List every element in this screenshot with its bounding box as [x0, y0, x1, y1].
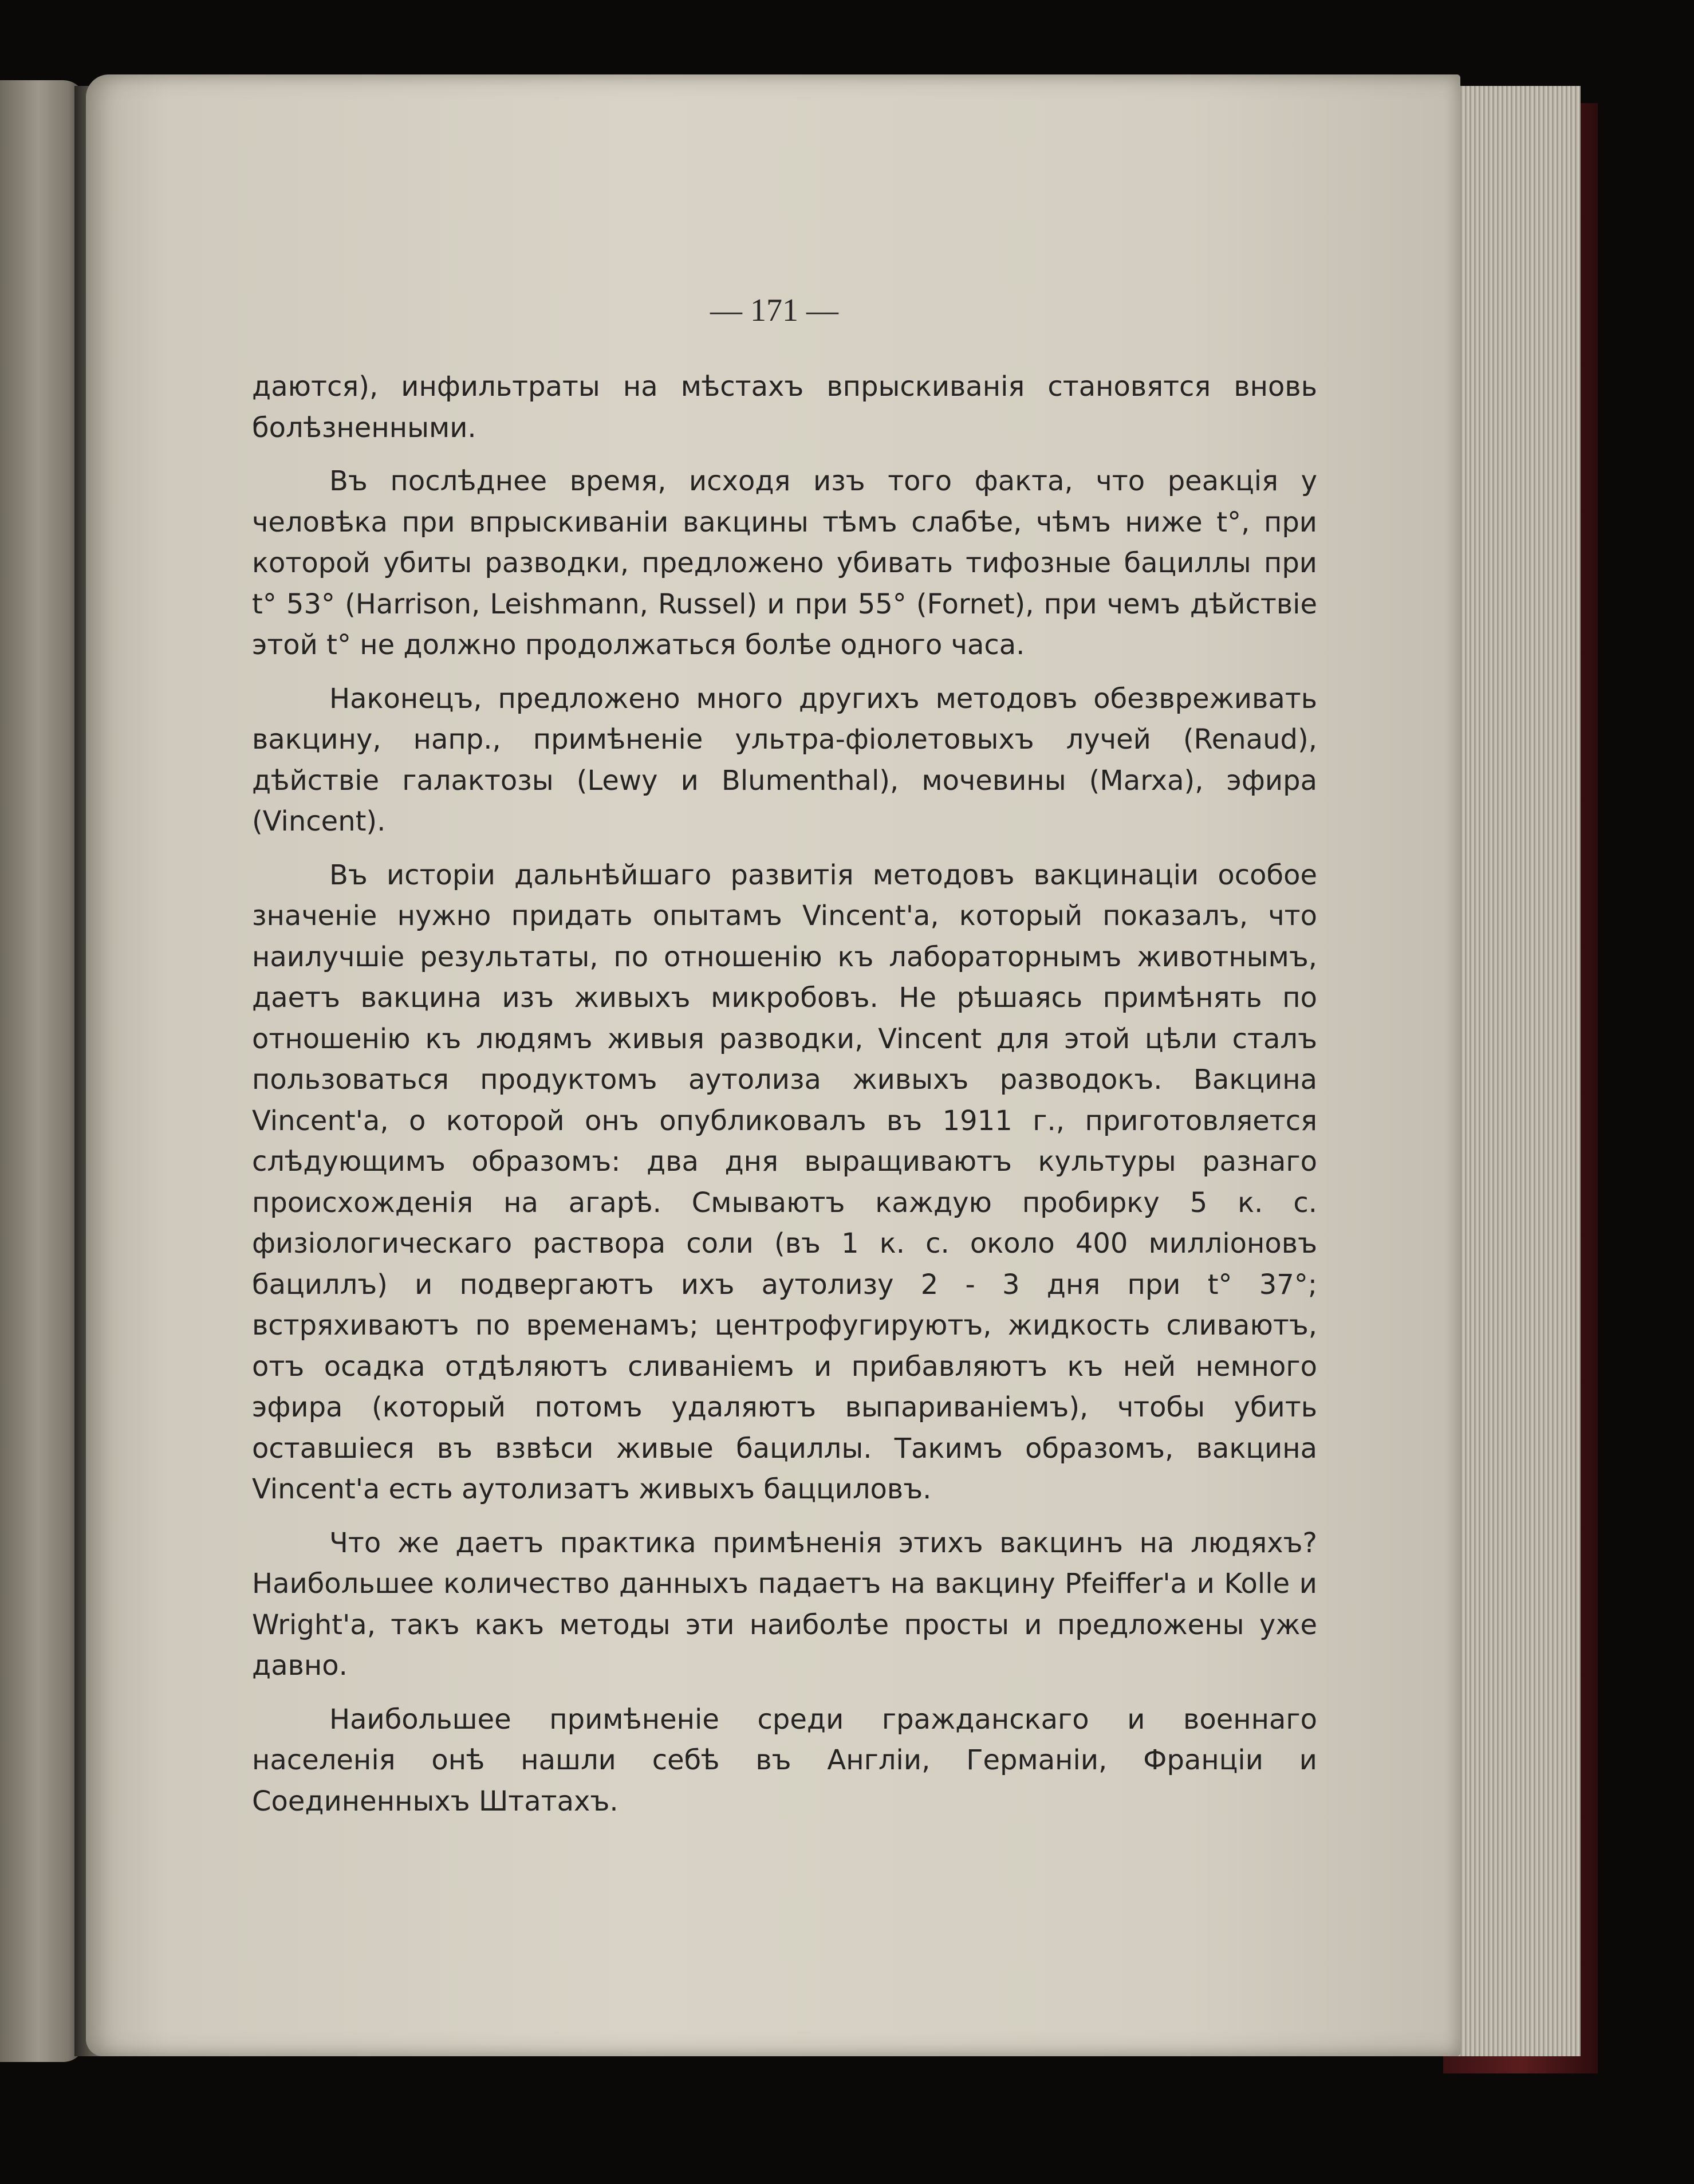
page-number: — 171 —	[710, 293, 838, 328]
paragraph: Въ исторіи дальнѣйшаго развитія методовъ вакцинаціи особое значеніе нужно придать опытамъ Vincent'a, который показалъ, что наилучшіе результаты, по отношенію къ лабораторнымъ животнымъ, даетъ вакцина изъ живыхъ микробовъ. Не рѣшаясь примѣнять по отношенію къ людямъ живыя разводки, Vincent для этой цѣли сталъ пользоваться продуктомъ аутолиза живыхъ разводокъ. Вакцина Vincent'a, о которой онъ опубликовалъ въ 1911 г., приготовляется слѣдующимъ образомъ: два дня выращиваютъ культуры разнаго происхожденія на агарѣ. Смываютъ каждую пробирку 5 к. с. физіологическаго раствора соли (въ 1 к. с. около 400 милліоновъ бациллъ) и подвергаютъ ихъ аутолизу 2 - 3 дня при t° 37°; встряхиваютъ по временамъ; центрофугируютъ, жидкость сливаютъ, отъ осадка отдѣляютъ сливаніемъ и прибавляютъ къ ней немного эфира (который потомъ удаляютъ выпариваніемъ), чтобы убить оставшіеся въ взвѣси живые бациллы. Такимъ образомъ, вакцина Vincent'a есть аутолизатъ живыхъ бацциловъ.	[252, 859, 1317, 1505]
paragraph: даются), инфильтраты на мѣстахъ впрыскиванія становятся вновь болѣзненными.	[252, 371, 1317, 444]
paragraph: Наибольшее примѣненіе среди гражданскаго и военнаго населенія онѣ нашли себѣ въ Англіи, Германіи, Франціи и Соединенныхъ Штатахъ.	[252, 1703, 1317, 1817]
paragraph: Наконецъ, предложено много другихъ методовъ обезвреживать вакцину, напр., примѣненіе ультра-фіолетовыхъ лучей (Renaud), дѣйствіе галактозы (Lewy и Blumenthal), мочевины (Marxa), эфира (Vincent).	[252, 682, 1317, 837]
paragraph: Въ послѣднее время, исходя изъ того факта, что реакція у человѣка при впрыскиваніи вакцины тѣмъ слабѣе, чѣмъ ниже t°, при которой убиты разводки, предложено убивать тифозные бациллы при t° 53° (Harrison, Leishmann, Russel) и при 55° (Fornet), при чемъ дѣйствіе этой t° не должно продолжаться болѣе одного часа.	[252, 465, 1317, 661]
body-text	[252, 367, 1317, 1822]
left-page-edge	[0, 80, 86, 2062]
paragraph: Что же даетъ практика примѣненія этихъ вакцинъ на людяхъ? Наибольшее количество данныхъ падаетъ на вакцину Pfeiffer'a и Kolle и Wright'a, такъ какъ методы эти наиболѣе просты и предложены уже давно.	[252, 1526, 1317, 1682]
book-page	[86, 74, 1460, 2056]
page-stack-edges	[1449, 86, 1581, 2056]
